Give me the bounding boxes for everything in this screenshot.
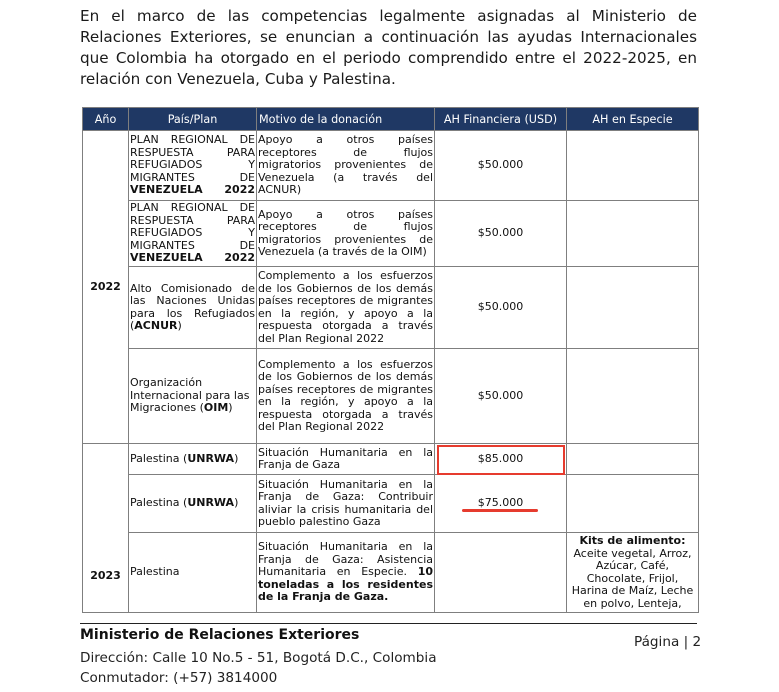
plan-cell: Palestina [129, 533, 257, 613]
year-cell: 2022 [83, 131, 129, 444]
plan-cell: Organización Internacional para las Migraciones (OIM) [129, 349, 257, 444]
amount-cell: $50.000 [435, 267, 567, 349]
header-year: Año [83, 108, 129, 131]
year-cell: 2023 [83, 444, 129, 613]
table-row [83, 533, 699, 613]
table-row [83, 444, 699, 475]
in-kind-title: Kits de alimento: [579, 534, 686, 547]
plan-cell: Palestina (UNRWA) [129, 475, 257, 533]
motive-cell: Situación Humanitaria en la Franja de Gaza: Contribuir aliviar la crisis humanitaria del pueblo palestino Gaza [257, 475, 435, 533]
highlight-underline [462, 509, 538, 512]
motive-cell: Situación Humanitaria en la Franja de Gaza [257, 444, 435, 475]
plan-cell: Alto Comisionado de las Naciones Unidas para los Refugiados (ACNUR) [129, 267, 257, 349]
in-kind-cell [567, 475, 699, 533]
footer-phone: Conmutador: (+57) 3814000 [80, 670, 278, 686]
amount-cell: $50.000 [435, 201, 567, 267]
footer-address: Dirección: Calle 10 No.5 - 51, Bogotá D.C., Colombia [80, 650, 437, 666]
in-kind-cell [567, 444, 699, 475]
footer-ministry: Ministerio de Relaciones Exteriores [80, 627, 360, 643]
plan-cell: PLAN REGIONAL DE RESPUESTA PARA REFUGIADOS Y MIGRANTES DE VENEZUELA 2022 [129, 201, 257, 267]
page-number: Página | 2 [634, 634, 702, 650]
in-kind-cell [567, 267, 699, 349]
header-in-kind-aid: AH en Especie [567, 108, 699, 131]
table-row [83, 201, 699, 267]
in-kind-cell [567, 349, 699, 444]
amount-cell: $50.000 [435, 131, 567, 201]
motive-cell: Apoyo a otros países receptores de flujos migratorios provenientes de Venezuela (a través de la OIM) [257, 201, 435, 267]
motive-cell: Complemento a los esfuerzos de los Gobiernos de los demás países receptores de migrantes en la región, y apoyo a la respuesta otorgada a través del Plan Regional 2022 [257, 349, 435, 444]
highlight-box [437, 445, 565, 475]
amount-cell: $50.000 [435, 349, 567, 444]
amount-cell: $85.000 [435, 444, 567, 475]
aid-table [82, 107, 699, 613]
plan-cell: PLAN REGIONAL DE RESPUESTA PARA REFUGIADOS Y MIGRANTES DE VENEZUELA 2022 [129, 131, 257, 201]
in-kind-cell [567, 533, 699, 613]
motive-cell: Complemento a los esfuerzos de los Gobiernos de los demás países receptores de migrantes en la región, y apoyo a la respuesta otorgada a través del Plan Regional 2022 [257, 267, 435, 349]
plan-cell: Palestina (UNRWA) [129, 444, 257, 475]
header-plan: País/Plan [129, 108, 257, 131]
table-row [83, 349, 699, 444]
table-row [83, 131, 699, 201]
table-header-row [83, 108, 699, 131]
table-row [83, 475, 699, 533]
motive-cell: Apoyo a otros países receptores de flujos migratorios provenientes de Venezuela (a través del ACNUR) [257, 131, 435, 201]
in-kind-cell [567, 131, 699, 201]
table-row [83, 267, 699, 349]
amount-cell: $75.000 [435, 475, 567, 533]
header-financial-aid: AH Financiera (USD) [435, 108, 567, 131]
header-motive: Motivo de la donación [257, 108, 435, 131]
footer-divider [80, 623, 697, 624]
in-kind-items: Aceite vegetal, Arroz, Azúcar, Café, Chocolate, Frijol, Harina de Maíz, Leche en polvo, Lenteja, [571, 546, 694, 610]
amount-cell [435, 533, 567, 613]
motive-cell: Situación Humanitaria en la Franja de Gaza: Asistencia Humanitaria en Especie. 10 toneladas a los residentes de la Franja de Gaza. [257, 533, 435, 613]
intro-paragraph: En el marco de las competencias legalmente asignadas al Ministerio de Relaciones Exteriores, se enuncian a continuación las ayudas Internacionales que Colombia ha otorgado en el periodo comprendido entre el 2022-2025, en relación con Venezuela, Cuba y Palestina. [80, 7, 697, 88]
in-kind-cell [567, 201, 699, 267]
